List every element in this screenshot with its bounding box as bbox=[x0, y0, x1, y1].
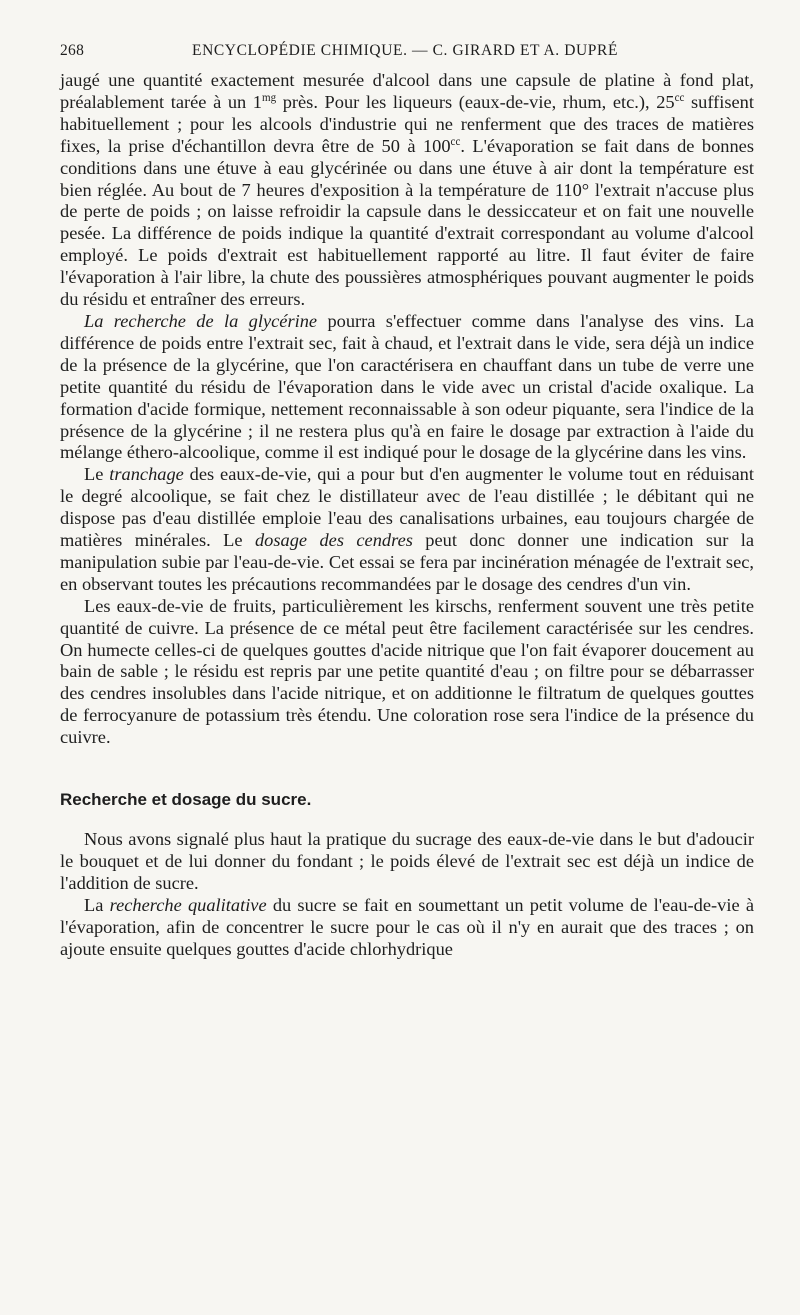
page-header bbox=[60, 42, 754, 66]
paragraph-tranchage bbox=[60, 464, 754, 595]
unit-superscript: mg bbox=[262, 91, 277, 104]
italic-term: recherche qualitative bbox=[109, 894, 267, 915]
paragraph-text: La bbox=[84, 894, 110, 915]
italic-term: dosage des cendres bbox=[254, 530, 413, 551]
paragraph-text: . L'évaporation se fait dans de bonnes conditions dans une étuve à eau glycérinée ou dans une étuve à air dont la température est bien réglée. Au bout de 7 heures d'exposition à la température de 110° l'extrait n'accuse plus de perte de poids ; on laisse refroidir la capsule dans le dessiccateur et on fait une nouvelle pesée. La différence de poids indique la quantité d'extrait correspondant au volume d'alcool employé. Le poids d'extrait est habituellement rapporté au litre. Il faut éviter de faire l'évaporation à l'air libre, la chute des poussières atmosphériques pouvant augmenter le poids du résidu et entraîner des erreurs. bbox=[60, 135, 754, 310]
italic-term: tranchage bbox=[109, 464, 184, 485]
italic-term: La recherche de la glycérine bbox=[84, 310, 318, 331]
paragraph-text: des eaux-de-vie, qui a pour but d'en augmenter le volume tout en réduisant le degré alcoolique, se fait chez le distillateur avec de l'eau distillée ; le débitant qui ne dispose pas d'eau distillée emploie l'eau des canalisations urbaines, eau toujours chargée de matières minérales. Le bbox=[60, 464, 754, 551]
paragraph-extract-evaporation bbox=[60, 70, 754, 311]
paragraph-text: près. Pour les liqueurs (eaux-de-vie, rhum, etc.), 25 bbox=[276, 91, 675, 112]
running-title: ENCYCLOPÉDIE CHIMIQUE. — C. GIRARD ET A. DUPRÉ bbox=[192, 42, 619, 59]
page-number: 268 bbox=[60, 42, 85, 59]
section-title: Recherche et dosage du sucre. bbox=[60, 790, 312, 810]
paragraph-text: pourra s'effectuer comme dans l'analyse des vins. La différence de poids entre l'extrait sec, fait à chaud, et l'extrait dans le vide, sera déjà un indice de la présence de la glycérine, que l'on caractérisera en chauffant dans un tube de verre une petite quantité du résidu de l'évaporation dans le vide avec un cristal d'acide oxalique. La formation d'acide formique, nettement reconnaissable à son odeur piquante, sera l'indice de la présence de la glycérine ; il ne restera plus qu'à en faire le dosage par extraction à l'aide du mélange éthero-alcoolique, comme il est indiqué pour le dosage de la glycérine dans les vins. bbox=[60, 310, 754, 463]
paragraph-glycerine bbox=[60, 311, 754, 464]
paragraph-cuivre: Les eaux-de-vie de fruits, particulièrement les kirschs, renferment souvent une très petite quantité de cuivre. La présence de ce métal peut être facilement caractérisée sur les cendres. On humecte celles-ci de quelques gouttes d'acide nitrique que l'on fait évaporer doucement au bain de sable ; le résidu est repris par une petite quantité d'eau ; on filtre pour se débarrasser des cendres insolubles dans l'acide nitrique, et on additionne le filtratum de quelques gouttes de ferrocyanure de potassium très étendu. Une coloration rose sera l'indice de la présence du cuivre. bbox=[60, 595, 754, 748]
paragraph-text: jaugé une quantité exactement mesurée d'alcool dans une capsule de platine à fond plat, préalablement tarée à un 1 bbox=[60, 70, 754, 112]
paragraph-text: du sucre se fait en soumettant un petit volume de l'eau-de-vie à l'évaporation, afin de concentrer le sucre pour le cas où il n'y en aurait que des traces ; on ajoute ensuite quelques gouttes d'acide chlorhydrique bbox=[60, 894, 754, 959]
unit-superscript: cc bbox=[450, 135, 461, 148]
paragraph-recherche-qualitative bbox=[60, 895, 754, 961]
body-text bbox=[60, 70, 754, 960]
paragraph-text: suffisent habituellement ; pour les alcools d'industrie qui ne renferment que des traces de matières fixes, la prise d'échantillon devra être de 50 à 100 bbox=[60, 91, 754, 156]
unit-superscript: cc bbox=[674, 91, 685, 104]
paragraph-text: peut donc donner une indication sur la manipulation subie par l'eau-de-vie. Cet essai se fera par incinération ménagée de l'extrait sec, en observant toutes les précautions recommandées par le dosage des cendres d'un vin. bbox=[60, 530, 754, 594]
paragraph-text: Le bbox=[84, 464, 110, 485]
paragraph-sucrage: Nous avons signalé plus haut la pratique du sucrage des eaux-de-vie dans le but d'adoucir le bouquet et de lui donner du fondant ; le poids élevé de l'extrait sec est déjà un indice de l'addition de sucre. bbox=[60, 829, 754, 893]
